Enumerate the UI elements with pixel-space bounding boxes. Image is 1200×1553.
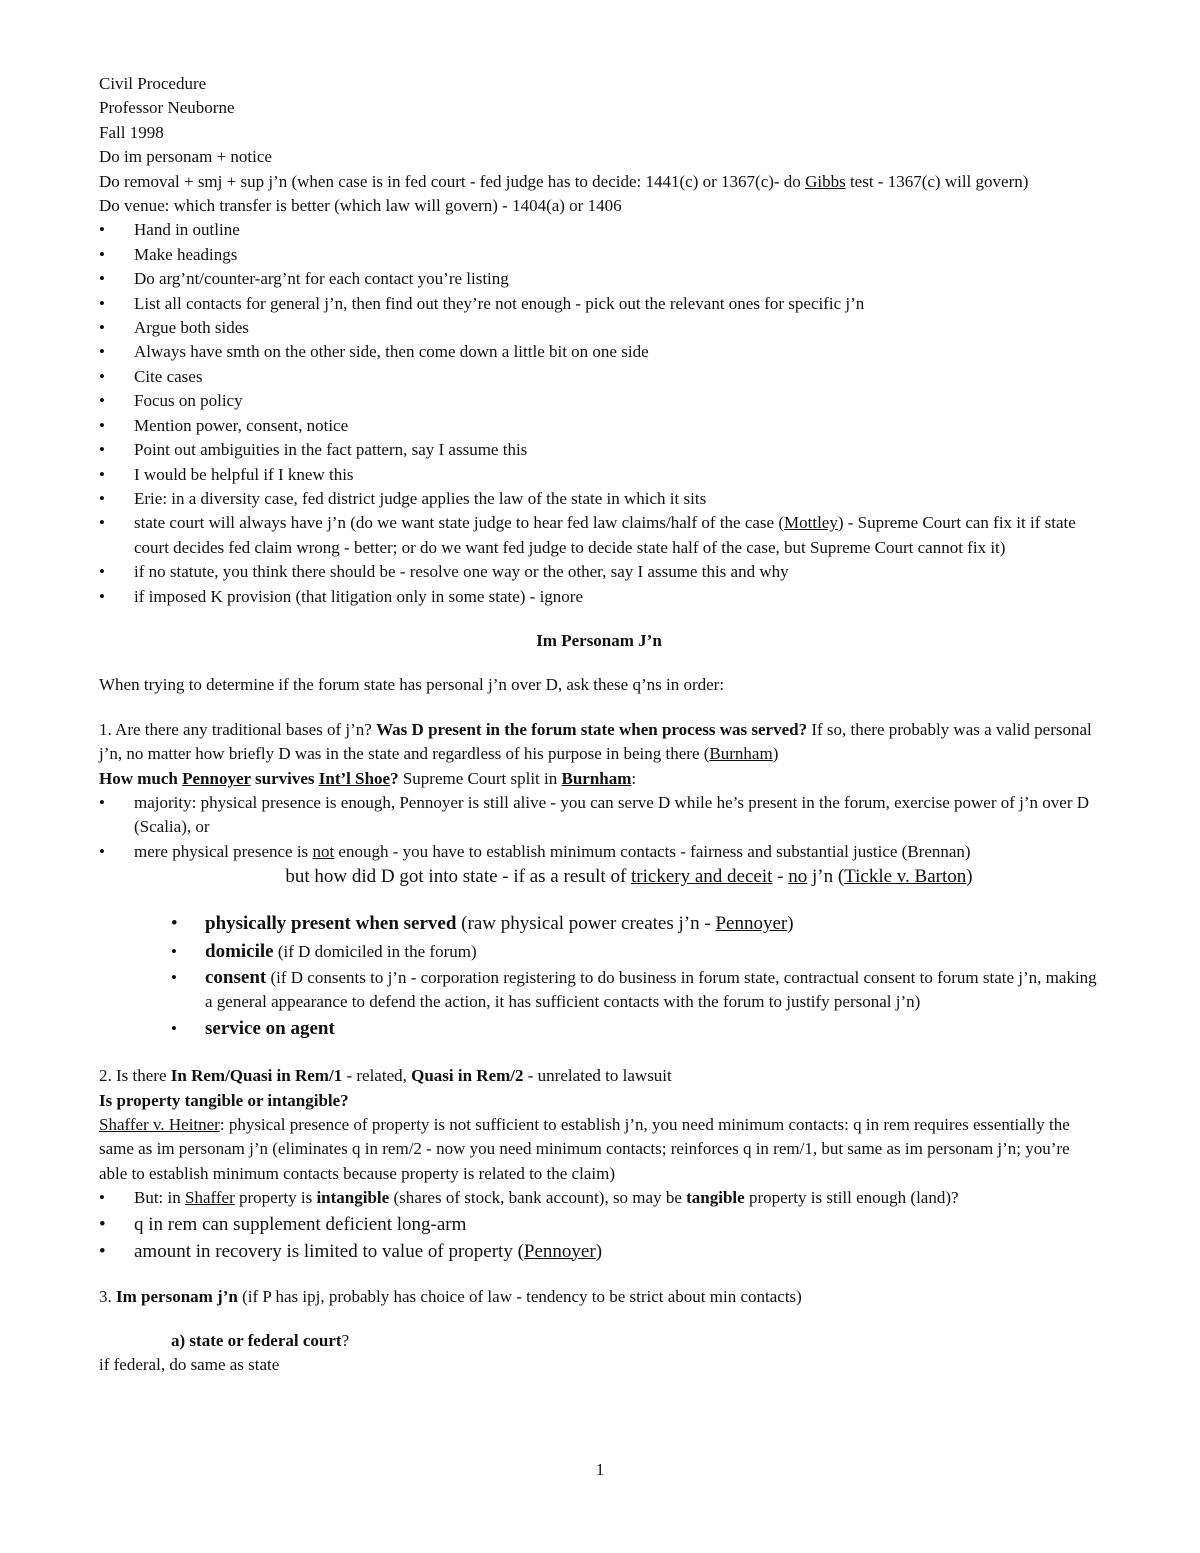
list-item: • Always have smth on the other side, then come down a little bit on one side [99, 340, 1099, 364]
case-pennoyer: Pennoyer [182, 768, 251, 788]
course-title: Civil Procedure [99, 74, 207, 93]
case-tickle: Tickle v. Barton [844, 866, 967, 888]
case-shaffer: Shaffer v. Heitner [99, 1115, 220, 1134]
list-item: • Make headings [99, 243, 1099, 267]
inpersonam-note: Do im personam + notice [99, 147, 272, 167]
shaffer-paragraph: Shaffer v. Heitner: physical presence of property is not sufficient to establish j’n, you need minimum contacts: q in rem requires essentially the same as im personam j’n (eliminates q in rem/2 - now you need minimum contacts; reinforces q in rem/1, but same as im personam j’n; you’re able to establish minimum contacts because property is related to the claim) [99, 1115, 1070, 1183]
question-3a: a) state or federal court? [171, 1331, 350, 1351]
term: Fall 1998 [99, 122, 164, 142]
list-item: • state court will always have j’n (do we want state judge to hear fed law claims/half of the case (Mottley) - Supreme Court can fix it if state court decides fed claim wrong - better; or do we want fed judge to decide state half of the case, but Supreme Court cannot fix it) [99, 511, 1099, 560]
list-item: • service on agent [171, 1014, 1099, 1044]
question-2: 2. Is there In Rem/Quasi in Rem/1 - related, Quasi in Rem/2 - unrelated to lawsuit [99, 1066, 672, 1086]
professor-name: Professor Neuborne [99, 98, 235, 118]
in-rem-list [99, 1186, 1099, 1264]
list-item: • mere physical presence is not enough - you have to establish minimum contacts - fairness and substantial justice (Brennan) [99, 840, 1099, 864]
list-item: • Cite cases [99, 365, 1099, 389]
outline-body [99, 72, 1099, 1378]
list-item: • if no statute, you think there should be - resolve one way or the other, say I assume this and why [99, 560, 1099, 584]
list-item: • Focus on policy [99, 389, 1099, 413]
exam-tips-list [99, 218, 1099, 609]
case-pennoyer: Pennoyer [523, 1240, 596, 1262]
federal-note: if federal, do same as state [99, 1355, 280, 1375]
list-item: • Mention power, consent, notice [99, 414, 1099, 438]
case-burnham: Burnham [709, 744, 773, 764]
list-item: • But: in Shaffer property is intangible (shares of stock, bank account), so may be tangible property is still enough (land)? [99, 1186, 1099, 1210]
list-item: • I would be helpful if I knew this [99, 463, 1099, 487]
venue-note: Do venue: which transfer is better (which law will govern) - 1404(a) or 1406 [99, 196, 622, 216]
list-item: • Erie: in a diversity case, fed district judge applies the law of the state in which it sits [99, 487, 1099, 511]
case-pennoyer: Pennoyer [715, 913, 788, 935]
list-item: • Argue both sides [99, 316, 1099, 340]
pennoyer-question: How much Pennoyer survives Int’l Shoe? Supreme Court split in Burnham: [99, 768, 637, 788]
trickery-note: but how did D got into state - if as a result of trickery and deceit - no j’n (Tickle v. Barton) [285, 866, 973, 888]
traditional-bases-list [99, 910, 1099, 1044]
intro-paragraph: When trying to determine if the forum state has personal j’n over D, ask these q’ns in order: [99, 675, 725, 695]
list-item: • domicile (if D domiciled in the forum) [171, 938, 1099, 966]
case-intl-shoe: Int’l Shoe [318, 768, 391, 788]
list-item: • if imposed K provision (that litigation only in some state) - ignore [99, 585, 1099, 609]
removal-note: Do removal + smj + sup j’n (when case is in fed court - fed judge has to decide: 1441(c) or 1367(c)- do Gibbs test - 1367(c) will govern) [99, 171, 1029, 191]
question-3: 3. Im personam j’n (if P has ipj, probably has choice of law - tendency to be strict about min contacts) [99, 1286, 802, 1306]
list-item: • amount in recovery is limited to value of property (Pennoyer) [99, 1238, 1099, 1265]
court-split-list [99, 791, 1099, 864]
case-gibbs: Gibbs [805, 171, 846, 191]
list-item: • List all contacts for general j’n, then find out they’re not enough - pick out the relevant ones for specific j’n [99, 292, 1099, 316]
section-heading: Im Personam J’n [536, 630, 662, 650]
tangible-question: Is property tangible or intangible? [99, 1090, 349, 1110]
list-item: • Hand in outline [99, 218, 1099, 242]
list-item: • majority: physical presence is enough, Pennoyer is still alive - you can serve D while he’s present in the forum, exercise power of j’n over D (Scalia), or [99, 791, 1099, 840]
case-burnham: Burnham [561, 768, 632, 788]
list-item: • consent (if D consents to j’n - corporation registering to do business in forum state, contractual consent to forum state j’n, making a general appearance to defend the action, it has sufficient contacts with the forum to justify personal j’n) [171, 966, 1099, 1014]
question-1: 1. Are there any traditional bases of j’n? Was D present in the forum state when process was served? If so, there probably was a valid personal j’n, no matter how briefly D was in the state and regardless of his purpose in being there (Burnham) [99, 719, 1092, 764]
case-mottley: Mottley [784, 513, 838, 533]
page-number: 1 [595, 1460, 605, 1479]
list-item: • q in rem can supplement deficient long-arm [99, 1211, 1099, 1238]
list-item: • Point out ambiguities in the fact pattern, say I assume this [99, 438, 1099, 462]
list-item: • Do arg’nt/counter-arg’nt for each contact you’re listing [99, 267, 1099, 291]
list-item: • physically present when served (raw physical power creates j’n - Pennoyer) [171, 910, 1099, 938]
